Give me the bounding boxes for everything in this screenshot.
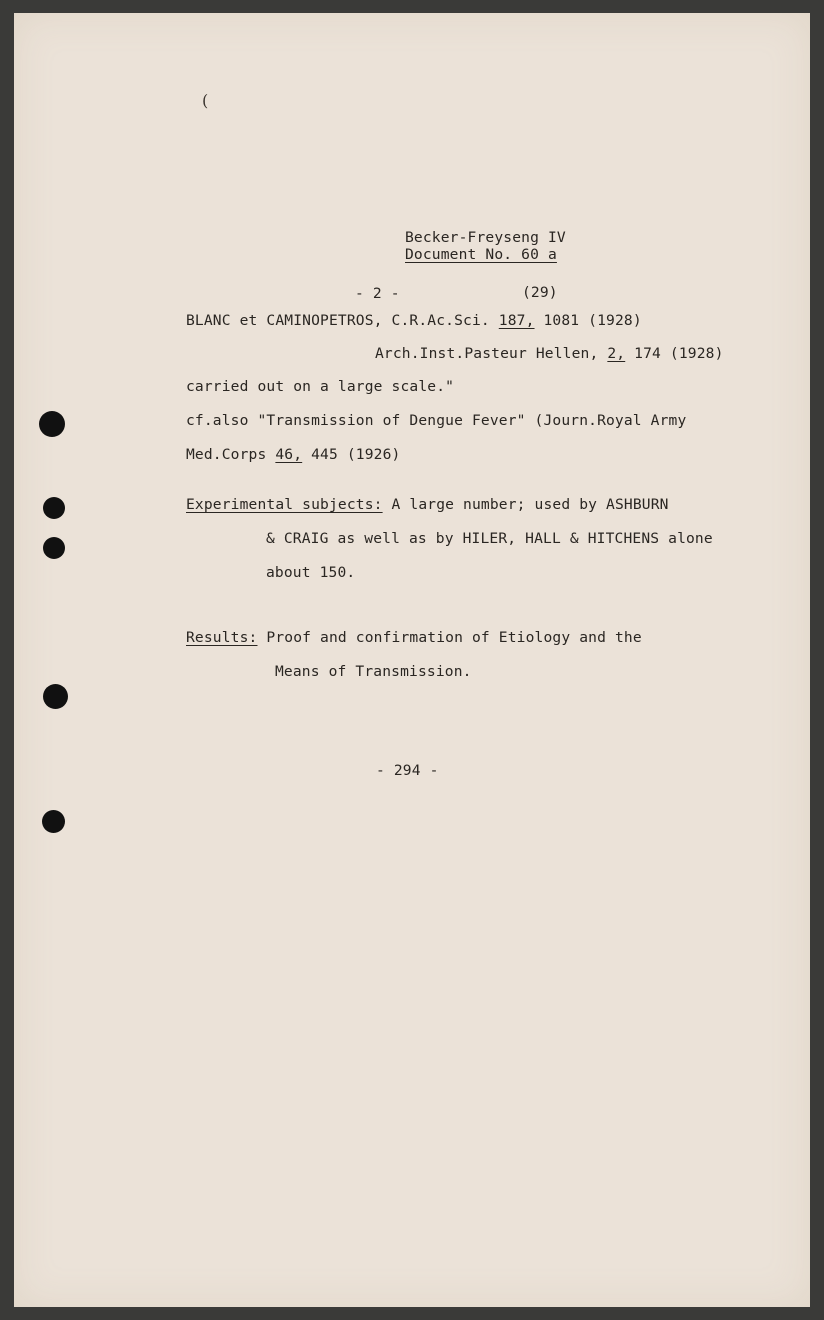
reference-5-volume: 46,: [275, 446, 303, 463]
punch-hole: [39, 411, 65, 437]
reference-2-text-b: 174 (1928): [625, 345, 724, 362]
document-page: [14, 13, 810, 1307]
reference-line-2: [375, 345, 724, 362]
experimental-subjects-label: Experimental subjects:: [186, 496, 383, 513]
experimental-subjects-text-1: A large number; used by ASHBURN: [382, 496, 669, 513]
reference-1-text-b: 1081 (1928): [534, 312, 642, 329]
experimental-subjects-line-2: & CRAIG as well as by HILER, HALL & HITCHENS alone: [266, 530, 713, 547]
reference-5-text-b: 445 (1926): [302, 446, 401, 463]
results-label: Results:: [186, 629, 258, 646]
header-name: Becker-Freyseng IV: [405, 229, 566, 246]
punch-hole: [42, 810, 65, 833]
header-document-number: Document No. 60 a: [405, 246, 557, 263]
experimental-subjects-line-3: about 150.: [266, 564, 356, 581]
results-line-2: Means of Transmission.: [275, 663, 472, 680]
reference-1-text-a: BLANC et CAMINOPETROS, C.R.Ac.Sci.: [186, 312, 499, 329]
reference-line-3: carried out on a large scale.": [186, 378, 455, 395]
footer-page-number: - 294 -: [376, 762, 439, 779]
reference-2-volume: 2,: [607, 345, 626, 362]
margin-mark: (: [202, 91, 209, 110]
reference-1-volume: 187,: [498, 312, 535, 329]
reference-5-text-a: Med.Corps: [186, 446, 276, 463]
reference-line-5: [186, 446, 401, 463]
punch-hole: [43, 497, 65, 519]
page-marker-left: - 2 -: [355, 285, 400, 302]
reference-line-4: cf.also "Transmission of Dengue Fever" (Journ.Royal Army: [186, 412, 687, 429]
reference-line-1: [186, 312, 642, 329]
punch-hole: [43, 684, 68, 709]
results-line-1: [186, 629, 642, 646]
page-marker-right: (29): [522, 284, 558, 301]
results-text-1: Proof and confirmation of Etiology and the: [257, 629, 642, 646]
reference-2-text-a: Arch.Inst.Pasteur Hellen,: [375, 345, 608, 362]
punch-hole: [43, 537, 65, 559]
experimental-subjects-line-1: [186, 496, 669, 513]
